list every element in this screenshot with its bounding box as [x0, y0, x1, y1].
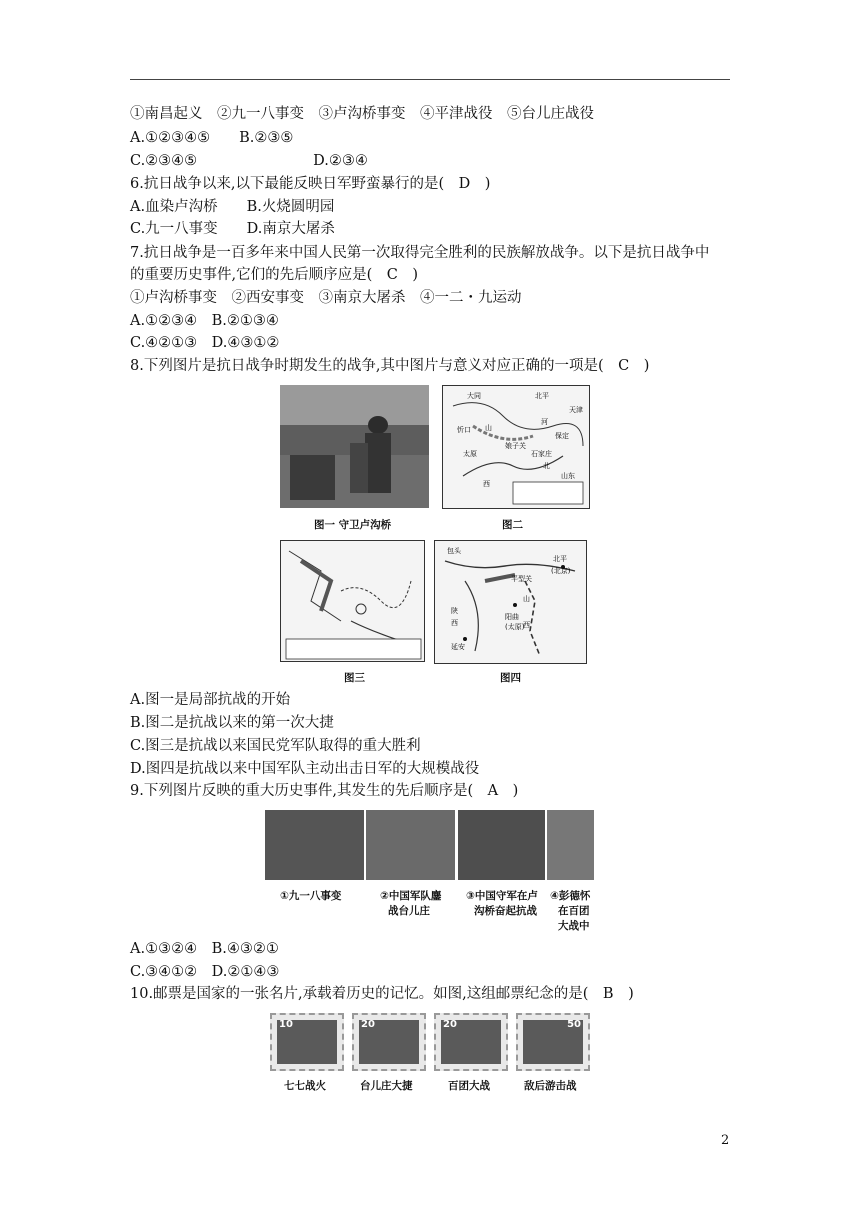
stamp-4	[516, 1013, 590, 1071]
stamp-2-caption: 台儿庄大捷	[360, 1080, 413, 1092]
q9-photo-2	[366, 810, 455, 880]
q5-options-cd: C.②③④⑤ D.②③④	[130, 153, 368, 169]
map2-label: 北平	[535, 392, 549, 400]
map4-label: (太原)	[505, 623, 525, 631]
page-number: 2	[721, 1133, 730, 1148]
stamp-4-value: 50	[567, 1019, 581, 1030]
map2-label: 河	[541, 418, 548, 426]
q9-caption-2b: 战台儿庄	[388, 905, 430, 917]
q7-options-cd: C.④②①③ D.④③①②	[130, 335, 280, 351]
q7-stem-line1: 7.抗日战争是一百多年来中国人民第一次取得完全胜利的民族解放战争。以下是抗日战争中	[130, 245, 710, 261]
map2-label: 石家庄	[531, 450, 552, 458]
header-rule	[130, 79, 730, 80]
q9-caption-3a: ③中国守军在卢	[466, 890, 538, 902]
q6-options-cd: C.九一八事变 D.南京大屠杀	[130, 221, 335, 237]
figure4-map	[434, 540, 587, 664]
map2-label: 忻口	[457, 426, 471, 434]
map4-label: (北京)	[551, 567, 571, 575]
q10-stem: 10.邮票是国家的一张名片,承载着历史的记忆。如图,这组邮票纪念的是( B )	[130, 986, 634, 1002]
figure2-caption: 图二	[502, 519, 523, 531]
figure3-map	[280, 540, 425, 662]
figure1-photo	[280, 385, 429, 508]
q9-photo-4	[547, 810, 594, 880]
figure3-caption: 图三	[344, 672, 365, 684]
stamp-2-value: 20	[361, 1019, 375, 1030]
map2-label: 大同	[467, 392, 481, 400]
map2-label: 太原	[463, 450, 477, 458]
q7-items: ①卢沟桥事变 ②西安事变 ③南京大屠杀 ④一二・九运动	[130, 290, 522, 306]
stamp-2	[352, 1013, 426, 1071]
map2-label: 山	[485, 424, 492, 432]
stamp-3-value: 20	[443, 1019, 457, 1030]
stamp-3	[434, 1013, 508, 1071]
q9-caption-4c: 大战中	[558, 920, 590, 932]
q8-option-d: D.图四是抗战以来中国军队主动出击日军的大规模战役	[130, 761, 480, 777]
q9-options-cd: C.③④①② D.②①④③	[130, 964, 280, 980]
map4-label: 延安	[451, 643, 465, 651]
soldier-silhouette	[280, 385, 429, 508]
q8-option-a: A.图一是局部抗战的开始	[130, 692, 291, 708]
q9-caption-4b: 在百团	[558, 905, 590, 917]
q9-caption-2a: ②中国军队鏖	[380, 890, 442, 902]
q8-stem: 8.下列图片是抗日战争时期发生的战争,其中图片与意义对应正确的一项是( C )	[130, 358, 650, 374]
q9-photo-1	[265, 810, 364, 880]
map4-label: 阳曲	[505, 613, 519, 621]
map2-label: 山东	[561, 472, 575, 480]
map2-label: 娘子关	[505, 442, 526, 450]
q9-caption-4a: ④彭德怀	[550, 890, 591, 902]
map4-label: 陕	[451, 607, 458, 615]
map4-label: 北平	[553, 555, 567, 563]
stamp-4-caption: 敌后游击战	[524, 1080, 577, 1092]
figure1-caption: 图一 守卫卢沟桥	[314, 519, 392, 531]
map2-label: 西	[483, 480, 490, 488]
stamp-1-value: 10	[279, 1019, 293, 1030]
map3-graphic	[281, 541, 425, 662]
map2-label: 保定	[555, 432, 569, 440]
q9-options-ab: A.①③②④ B.④③②①	[130, 941, 279, 957]
q8-option-c: C.图三是抗战以来国民党军队取得的重大胜利	[130, 738, 421, 754]
q7-stem-line2: 的重要历史事件,它们的先后顺序应是( C )	[130, 267, 419, 283]
q9-photo-3	[458, 810, 545, 880]
q6-options-ab: A.血染卢沟桥 B.火烧圆明园	[130, 199, 335, 215]
map2-label: 北	[543, 462, 550, 470]
figure4-caption: 图四	[500, 672, 521, 684]
map4-label: 山	[523, 595, 530, 603]
figure2-map	[442, 385, 590, 509]
q5-items: ①南昌起义 ②九一八事变 ③卢沟桥事变 ④平津战役 ⑤台儿庄战役	[130, 106, 594, 122]
map2-label: 天津	[569, 406, 583, 414]
q8-option-b: B.图二是抗战以来的第一次大捷	[130, 715, 334, 731]
q5-options-ab: A.①②③④⑤ B.②③⑤	[130, 130, 294, 146]
stamp-1	[270, 1013, 344, 1071]
map2-graphic	[443, 386, 590, 509]
q9-stem: 9.下列图片反映的重大历史事件,其发生的先后顺序是( A )	[130, 783, 519, 799]
map4-label: 西	[451, 619, 458, 627]
stamp-1-caption: 七七战火	[284, 1080, 326, 1092]
q9-caption-1: ①九一八事变	[280, 890, 342, 902]
stamp-3-caption: 百团大战	[448, 1080, 490, 1092]
map4-label: 包头	[447, 547, 461, 555]
map4-label: 平型关	[511, 575, 532, 583]
q6-stem: 6.抗日战争以来,以下最能反映日军野蛮暴行的是( D )	[130, 176, 491, 192]
q9-caption-3b: 沟桥奋起抗战	[474, 905, 537, 917]
map4-label: 西	[523, 621, 530, 629]
map4-graphic	[435, 541, 587, 664]
q7-options-ab: A.①②③④ B.②①③④	[130, 313, 279, 329]
